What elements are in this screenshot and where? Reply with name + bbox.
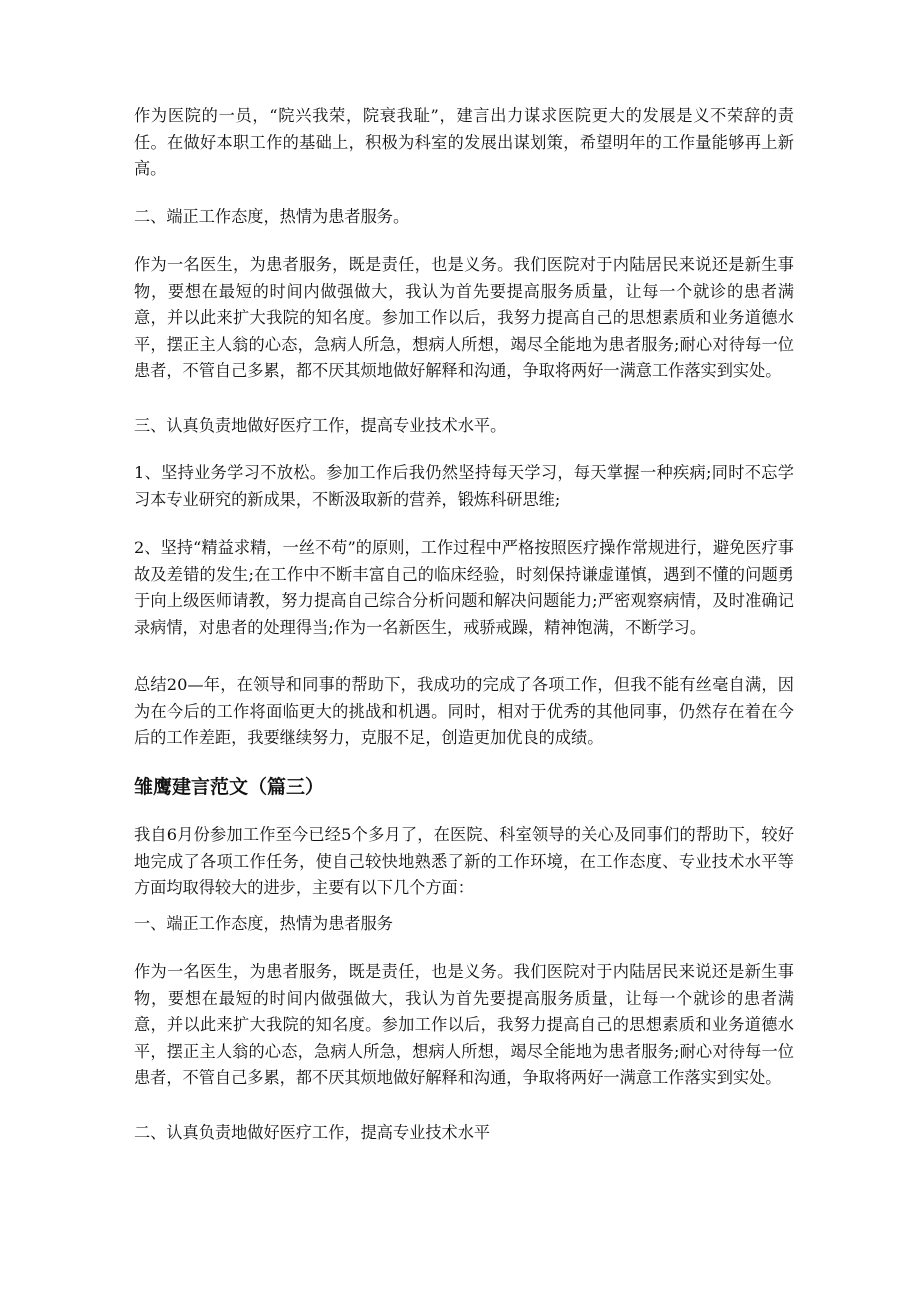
paragraph-serve-patients-2: 作为一名医生，为患者服务，既是责任，也是义务。我们医院对于内陆居民来说还是新生事物，要想在最短的时间内做强做大，我认为首先要提高服务质量，让每一个就诊的患者满意，并以此来扩大我院的知名度。参加工作以后，我努力提高自己的思想素质和业务道德水平，摆正主人翁的心态，急病人所急，想病人所想，竭尽全能地为患者服务;耐心对待每一位患者，不管自己多累，都不厌其烦地做好解释和沟通，争取将两好一满意工作落实到实处。: [134, 962, 794, 1087]
paragraph-serve-patients: 作为一名医生，为患者服务，既是责任，也是义务。我们医院对于内陆居民来说还是新生事物，要想在最短的时间内做强做大，我认为首先要提高服务质量，让每一个就诊的患者满意，并以此来扩大我院的知名度。参加工作以后，我努力提高自己的思想素质和业务道德水平，摆正主人翁的心态，急病人所急，想病人所想，竭尽全能地为患者服务;耐心对待每一位患者，不管自己多累，都不厌其烦地做好解释和沟通，争取将两好一满意工作落实到实处。: [134, 255, 794, 380]
paragraph-precision-principle: 2、坚持“精益求精，一丝不苟”的原则，工作过程中严格按照医疗操作常规进行，避免医疗事故及差错的发生;在工作中不断丰富自己的临床经验，时刻保持谦虚谨慎，遇到不懂的问题勇于向上级医师请教，努力提高自己综合分析问题和解决问题能力;严密观察病情，及时准确记录病情，对患者的处理得当;作为一名新医生，戒骄戒躁，精神饱满，不断学习。: [134, 538, 794, 637]
heading-medical-work: 三、认真负责地做好医疗工作，提高专业技术水平。: [134, 416, 507, 435]
heading-serve-patients-2: 一、端正工作态度，热情为患者服务: [134, 914, 393, 933]
paragraph-hospital-duty: 作为医院的一员，“院兴我荣，院衰我耻”，建言出力谋求医院更大的发展是义不荣辞的责任。在做好本职工作的基础上，积极为科室的发展出谋划策，希望明年的工作量能够再上新高。: [134, 106, 794, 178]
section-title: 雏鹰建言范文（篇三）: [134, 776, 325, 798]
paragraph-intro: 我自6月份参加工作至今已经5个多月了，在医院、科室领导的关心及同事们的帮助下，较好地完成了各项工作任务，使自己较快地熟悉了新的工作环境，在工作态度、专业技术水平等方面均取得较大的进步，主要有以下几个方面：: [134, 825, 794, 897]
heading-serve-patients: 二、端正工作态度，热情为患者服务。: [134, 207, 410, 226]
heading-medical-work-2: 二、认真负责地做好医疗工作，提高专业技术水平: [134, 1123, 491, 1142]
paragraph-keep-learning: 1、坚持业务学习不放松。参加工作后我仍然坚持每天学习，每天掌握一种疾病;同时不忘学习本专业研究的新成果，不断汲取新的营养，锻炼科研思维;: [134, 463, 794, 509]
paragraph-summary: 总结20—年，在领导和同事的帮助下，我成功的完成了各项工作，但我不能有丝毫自满，因为在今后的工作将面临更大的挑战和机遇。同时，相对于优秀的其他同事，仍然存在着在今后的工作差距，我要继续努力，克服不足，创造更加优良的成绩。: [134, 675, 794, 747]
